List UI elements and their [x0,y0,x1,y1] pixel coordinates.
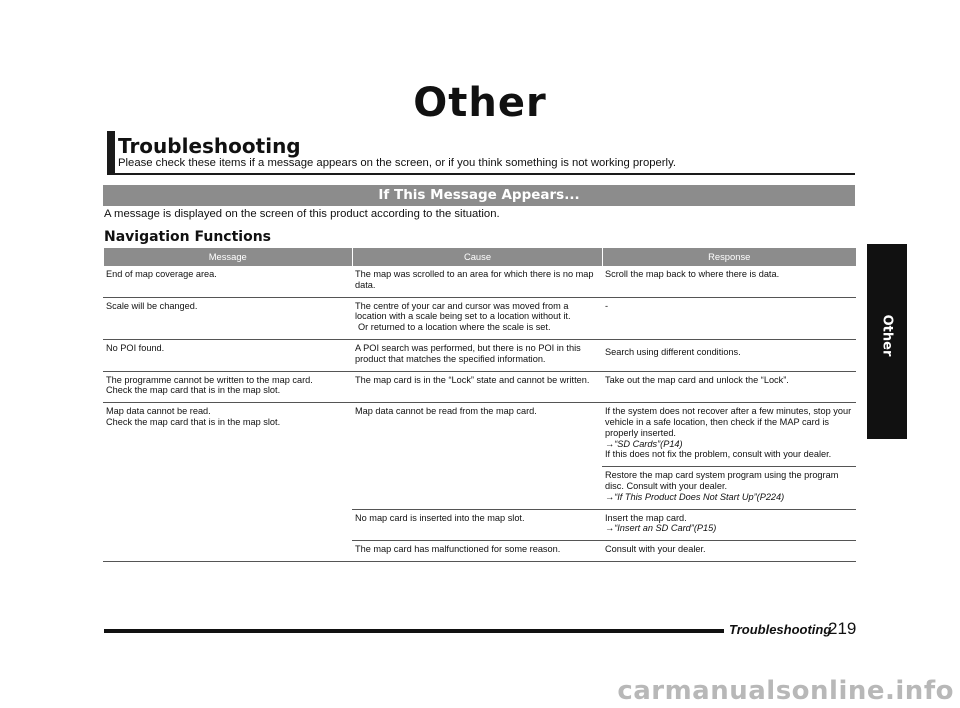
page-number: 219 [828,619,857,638]
sidebar-tab-label-wrap [867,244,907,427]
cause-cell: The map was scrolled to an area for which there is no map data. [353,266,603,297]
response-text: Restore the map card system program using the program disc. Consult with your dealer. [605,470,839,491]
page-reference-link[interactable]: →“Insert an SD Card”(P15) [605,523,717,534]
table-header-row [104,248,856,266]
page-reference-link[interactable]: →“SD Cards”(P14) [605,438,683,449]
cause-text: The centre of your car and cursor was moved from a location with a scale being set to a location without it. [355,300,571,322]
response-cell [603,403,856,467]
message-text-extra: Check the map card that is in the map slot. [106,385,281,396]
response-text: If the system does not recover after a few minutes, stop your vehicle in a safe location, then check if the MAP card is properly inserted. [605,406,852,438]
chapter-title: Other [413,80,547,126]
message-text: Map data cannot be read. [106,406,211,417]
response-text-extra: If this does not fix the problem, consult with your dealer. [605,449,832,460]
message-cell: Scale will be changed. [104,297,353,339]
section-marker-bar [107,131,115,174]
message-cell: No POI found. [104,339,353,371]
message-text-extra: Check the map card that is in the map slot. [106,416,281,427]
cause-cell: The map card is in the “Lock” state and cannot be written. [353,371,603,403]
subsection-banner: If This Message Appears... [103,185,855,206]
cause-cell: The map card has malfunctioned for some reason. [353,541,603,562]
navigation-functions-heading: Navigation Functions [104,229,272,245]
response-cell: Take out the map card and unlock the “Lock”. [603,371,856,403]
section-description: Please check these items if a message appears on the screen, or if you think something is not working properly. [118,157,677,169]
cause-cell: No map card is inserted into the map slot. [353,509,603,541]
cause-cell [353,297,603,339]
response-text: Insert the map card. [605,512,687,523]
header-message: Message [104,248,353,266]
section-divider [107,173,855,175]
intro-text: A message is displayed on the screen of this product according to the situation. [104,208,500,220]
table-row [104,339,856,371]
header-response: Response [603,248,856,266]
footer-section-label: Troubleshooting [729,622,832,637]
table-row [104,297,856,339]
header-cause: Cause [353,248,603,266]
message-table [103,248,856,562]
watermark-text: carmanualsonline.info [617,676,954,706]
page-reference-link[interactable]: →“If This Product Does Not Start Up”(P224) [605,491,785,502]
table-row [104,403,856,467]
table-row [104,371,856,403]
message-cell [104,371,353,403]
cause-cell: A POI search was performed, but there is no POI in this product that matches the specified information. [353,339,603,371]
response-cell [603,509,856,541]
response-cell: Scroll the map back to where there is data. [603,266,856,297]
footer-rule [104,629,724,633]
table-row [104,266,856,297]
message-text: The programme cannot be written to the map card. [106,374,313,385]
sidebar-tab-label: Other [879,314,895,357]
sidebar-tab-notch [868,427,907,439]
message-cell [104,403,353,562]
response-cell [603,467,856,509]
section-title: Troubleshooting [118,134,301,158]
response-cell: Consult with your dealer. [603,541,856,562]
response-cell: - [603,297,856,339]
cause-text-extra: Or returned to a location where the scale is set. [358,322,551,333]
response-cell: Search using different conditions. [603,339,856,371]
cause-cell: Map data cannot be read from the map card. [353,403,603,509]
message-cell: End of map coverage area. [104,266,353,297]
